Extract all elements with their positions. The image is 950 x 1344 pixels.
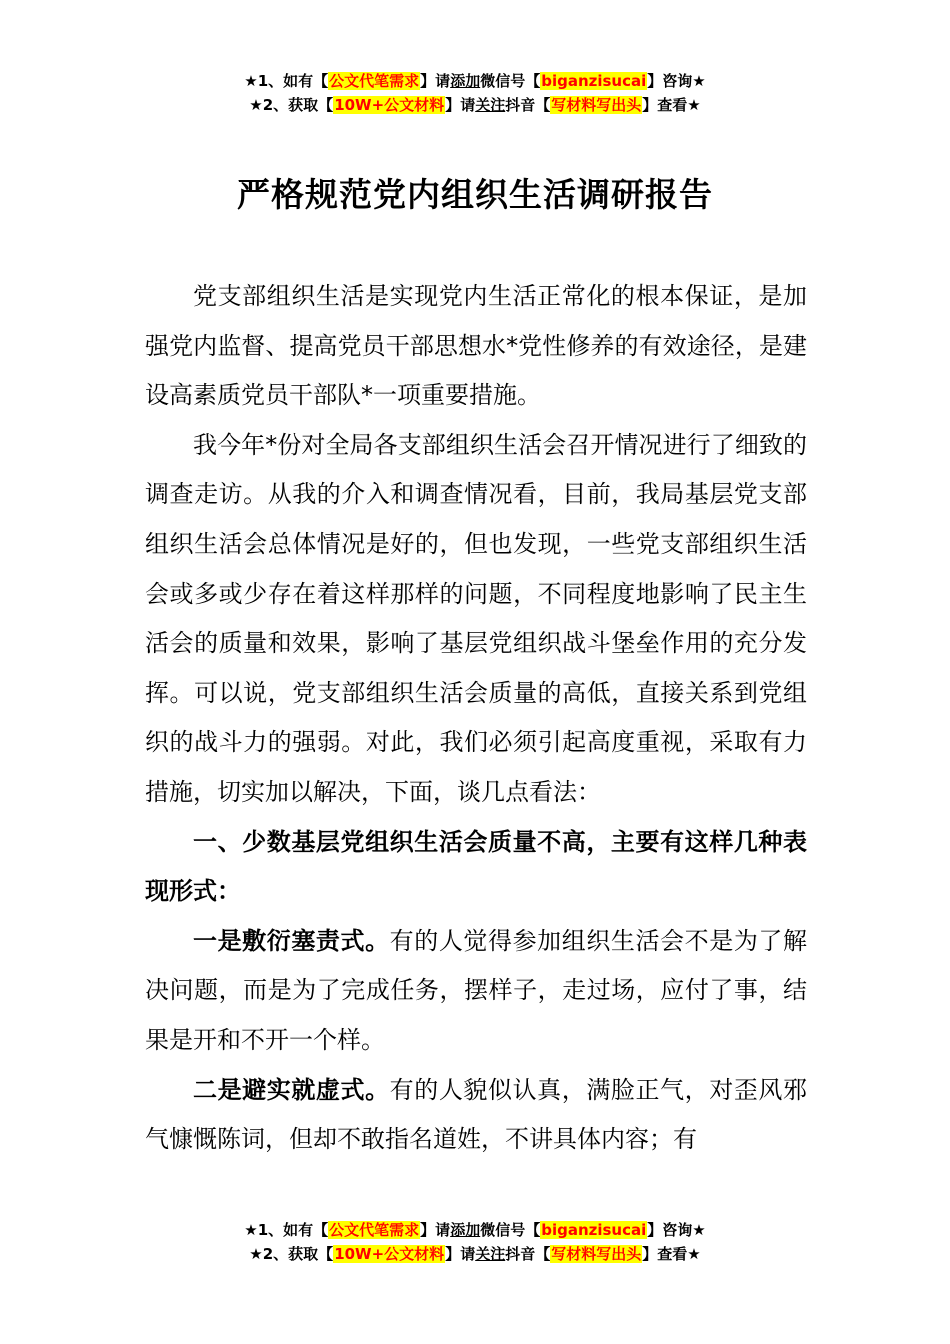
banner-highlight: 写材料写出头 xyxy=(551,96,642,114)
banner-highlight: 写材料写出头 xyxy=(551,1245,642,1263)
banner-line-2: ★2、获取【10W+公文材料】请关注抖音【写材料写出头】查看★ xyxy=(249,1245,701,1263)
bottom-banner xyxy=(0,1218,950,1266)
paragraph: 一是敷衍塞责式。有的人觉得参加组织生活会不是为了解决问题，而是为了完成任务，摆样子，走过场，应付了事，结果是开和不开一个样。 xyxy=(145,926,808,1054)
item-lead: 二是避实就虚式。 xyxy=(193,1075,390,1104)
banner-highlight: 10W+公文材料 xyxy=(334,1245,445,1263)
section-heading: 一、少数基层党组织生活会质量不高，主要有这样几种表现形式： xyxy=(145,827,807,906)
banner-highlight: 公文代笔需求 xyxy=(329,72,420,90)
item-lead: 一是敷衍塞责式。 xyxy=(193,926,390,955)
top-banner xyxy=(0,69,950,117)
paragraph: 二是避实就虚式。有的人貌似认真，满脸正气，对歪风邪气慷慨陈词，但却不敢指名道姓，不讲具体内容；有 xyxy=(145,1075,808,1154)
banner-highlight: biganzisucai xyxy=(541,1221,647,1239)
banner-line-1: ★1、如有【公文代笔需求】请添加微信号【biganzisucai】咨询★ xyxy=(244,72,706,90)
document-body xyxy=(145,272,807,1165)
banner-line-2: ★2、获取【10W+公文材料】请关注抖音【写材料写出头】查看★ xyxy=(249,96,701,114)
banner-line-1: ★1、如有【公文代笔需求】请添加微信号【biganzisucai】咨询★ xyxy=(244,1221,706,1239)
banner-highlight: 公文代笔需求 xyxy=(329,1221,420,1239)
paragraph: 党支部组织生活是实现党内生活正常化的根本保证，是加强党内监督、提高党员干部思想水*党性修养的有效途径，是建设高素质党员干部队*一项重要措施。 xyxy=(145,282,807,410)
banner-highlight: 10W+公文材料 xyxy=(334,96,445,114)
paragraph: 我今年*份对全局各支部组织生活会召开情况进行了细致的调查走访。从我的介入和调查情况看，目前，我局基层党支部组织生活会总体情况是好的，但也发现，一些党支部组织生活会或多或少存在着这样那样的问题，不同程度地影响了民主生活会的质量和效果，影响了基层党组织战斗堡垒作用的充分发挥。可以说，党支部组织生活会质量的高低，直接关系到党组织的战斗力的强弱。对此，我们必须引起高度重视，采取有力措施，切实加以解决，下面，谈几点看法： xyxy=(145,430,807,806)
banner-highlight: biganzisucai xyxy=(541,72,647,90)
document-title: 严格规范党内组织生活调研报告 xyxy=(237,175,713,214)
